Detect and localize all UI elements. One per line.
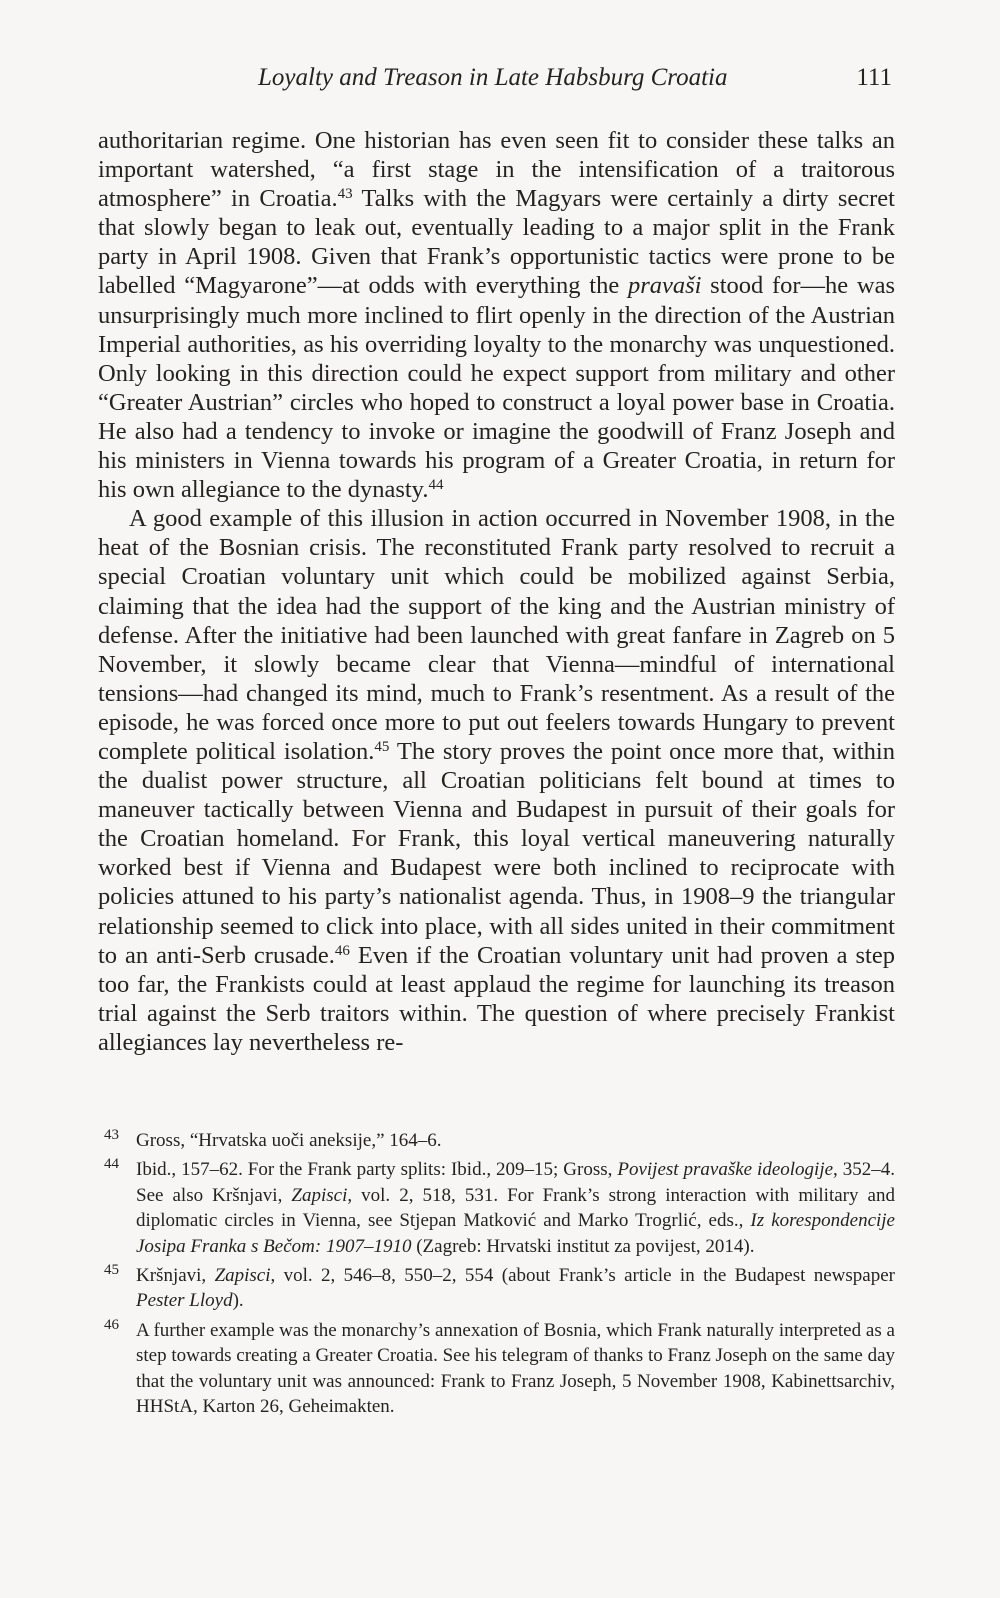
italic-text: Iz korespondencije Josipa Franka s Bečom: 1907–1910 xyxy=(136,1210,895,1257)
body-text xyxy=(98,126,895,1057)
footnote-reference[interactable]: 43 xyxy=(337,186,353,203)
text-run: , vol. 2, 546–8, 550–2, 554 (about Frank’s article in the Budapest newspaper xyxy=(270,1265,895,1287)
footnote-text xyxy=(136,1159,895,1256)
footnote-text xyxy=(136,1130,442,1151)
text-run: ). xyxy=(232,1290,244,1312)
footnote-number: 46 xyxy=(104,1316,119,1333)
footnote-reference[interactable]: 45 xyxy=(374,738,390,755)
paragraph xyxy=(98,504,895,1057)
text-run: , 352–4. See also Kršnjavi, xyxy=(136,1159,896,1206)
running-head xyxy=(98,64,894,96)
text-run: Even if the Croatian voluntary unit had proven a step too far, the Frankists could at least applaud the regime for launching its treason trial against the Serb traitors within. The question of where precisely Frankist allegiances lay nevertheless re- xyxy=(98,941,895,1056)
text-run: A further example was the monarchy’s annexation of Bosnia, which Frank naturally interpreted as a step towards creating a Greater Croatia. See his telegram of thanks to Franz Joseph on the same day that the voluntary unit was announced: Frank to Franz Joseph, 5 November 1908, Kabinettsarchiv, HHStA, Karton 26, Geheimakten. xyxy=(136,1319,895,1418)
italic-text: Zapisci xyxy=(291,1184,348,1206)
text-run: Talks with the Magyars were certainly a dirty secret that slowly began to leak out, eventually leading to a major split in the Frank party in April 1908. Given that Frank’s opportunistic tactics were prone to be labelled “Magyarone”—at odds with everything the xyxy=(98,185,895,300)
paragraph xyxy=(98,126,895,504)
text-run: Ibid., 157–62. For the Frank party splits: Ibid., 209–15; Gross, xyxy=(136,1159,618,1181)
text-run: authoritarian regime. One historian has even seen fit to consider these talks an important watershed, “a first stage in the intensification of a traitorous atmosphere” in Croatia. xyxy=(98,127,895,213)
text-run: Kršnjavi, xyxy=(136,1265,215,1287)
italic-text: Pester Lloyd xyxy=(136,1290,233,1312)
text-run: Gross, “Hrvatska uoči aneksije,” 164–6. xyxy=(136,1130,442,1151)
footnote-reference[interactable]: 46 xyxy=(334,942,350,959)
footnote-number: 43 xyxy=(104,1127,119,1143)
text-run: , vol. 2, 518, 531. For Frank’s strong interaction with military and diplomatic circles in Vienna, see Stjepan Matković and Marko Trogrlić, eds., xyxy=(136,1184,895,1232)
footnote-reference[interactable]: 44 xyxy=(428,477,444,494)
footnotes xyxy=(98,1128,895,1423)
footnote-text xyxy=(136,1265,895,1311)
italic-text: pravaši xyxy=(627,272,702,300)
footnote xyxy=(98,1318,895,1420)
footnote-number: 44 xyxy=(104,1156,119,1173)
text-run: A good example of this illusion in action occurred in November 1908, in the heat of the Bosnian crisis. The reconstituted Frank party resolved to recruit a special Croatian voluntary unit which could be mobilized against Serbia, claiming that the idea had the support of the king and the Austrian ministry of defense. After the initiative had been launched with great fanfare in Zagreb on 5 November, it slowly became clear that Vienna—mindful of international tensions—had changed its mind, much to Frank’s resentment. As a result of the episode, he was forced once more to put out feelers towards Hungary to prevent complete political isolation. xyxy=(98,505,895,765)
footnote xyxy=(98,1128,895,1153)
text-run: The story proves the point once more that, within the dualist power structure, all Croatian politicians felt bound at times to maneuver tactically between Vienna and Budapest in pursuit of their goals for the Croatian homeland. For Frank, this loyal vertical maneuvering naturally worked best if Vienna and Budapest were both inclined to reciprocate with policies attuned to his party’s nationalist agenda. Thus, in 1908–9 the triangular relationship seemed to click into place, with all sides united in their commitment to an anti-Serb crusade. xyxy=(98,737,895,969)
text-run: (Zagreb: Hrvatski institut za povijest, 2014). xyxy=(411,1235,755,1257)
running-title: Loyalty and Treason in Late Habsburg Croatia xyxy=(258,64,728,91)
footnote xyxy=(98,1157,895,1259)
italic-text: Povijest pravaške ideologije xyxy=(617,1159,834,1181)
footnote-number: 45 xyxy=(104,1262,119,1279)
italic-text: Zapisci xyxy=(214,1265,271,1287)
page-number: 111 xyxy=(856,64,892,91)
footnote xyxy=(98,1263,895,1314)
footnote-text xyxy=(136,1320,895,1417)
text-run: stood for—he was unsurprisingly much more inclined to flirt openly in the direction of the Austrian Imperial authorities, as his overriding loyalty to the monarchy was unquestioned. Only looking in this direction could he expect support from military and other “Greater Austrian” circles who hoped to construct a loyal power base in Croatia. He also had a tendency to invoke or imagine the goodwill of Franz Joseph and his ministers in Vienna towards his program of a Greater Croatia, in return for his own allegiance to the dynasty. xyxy=(98,272,895,504)
